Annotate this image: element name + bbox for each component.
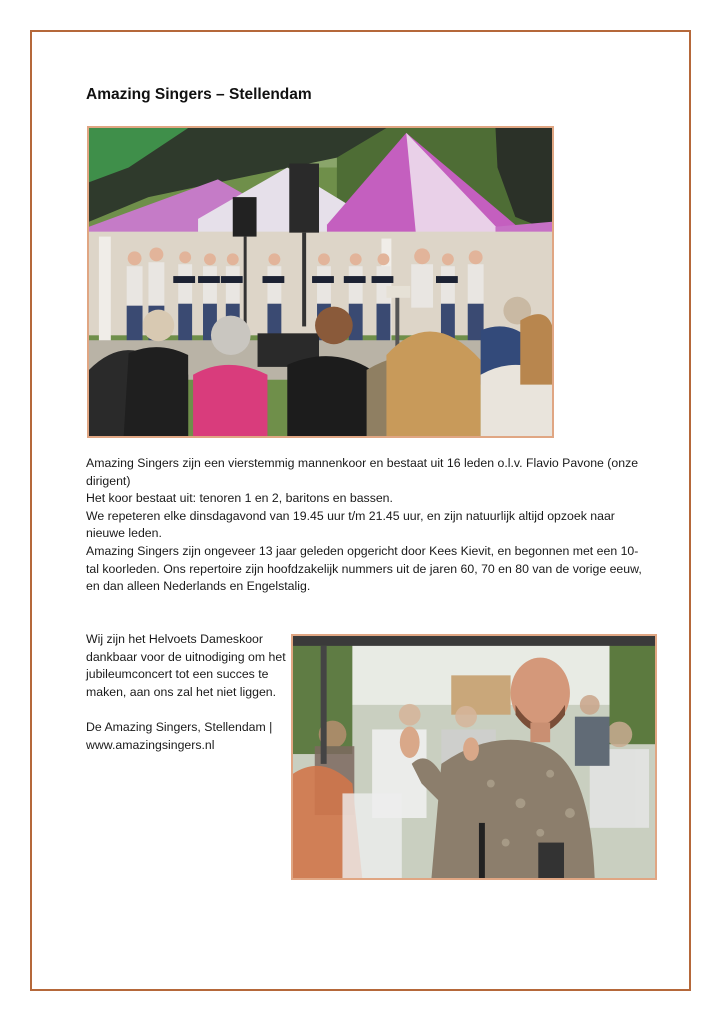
intro-text — [86, 455, 646, 596]
signature-line: De Amazing Singers, Stellendam | — [86, 719, 273, 734]
intro-paragraph: We repeteren elke dinsdagavond van 19.45 uur t/m 21.45 uur, en zijn natuurlijk altijd opzoek naar nieuwe leden. — [86, 508, 615, 541]
intro-paragraph: Amazing Singers zijn een vierstemmig mannenkoor en bestaat uit 16 leden o.l.v. Flavio Pavone (onze dirigent) — [86, 456, 639, 488]
website-link[interactable]: www.amazingsingers.nl — [86, 737, 215, 752]
choir-photo — [87, 126, 554, 438]
intro-paragraph: Het koor bestaat uit: tenoren 1 en 2, baritons en bassen. — [86, 491, 393, 506]
thanks-block — [86, 631, 286, 754]
page-title: Amazing Singers – Stellendam — [86, 86, 312, 103]
conductor-photo — [291, 634, 657, 880]
intro-paragraph: Amazing Singers zijn ongeveer 13 jaar geleden opgericht door Kees Kievit, en begonnen met een 10-tal koorleden. Ons repertoire zijn hoofdzakelijk nummers uit de jaren 60, 70 en 80 van de vorige eeuw, en dan alleen Nederlands en Engelstalig. — [86, 543, 642, 594]
thanks-text: Wij zijn het Helvoets Dameskoor dankbaar voor de uitnodiging om het jubileumconcert tot een succes te maken, aan ons zal het niet liggen. — [86, 632, 286, 699]
